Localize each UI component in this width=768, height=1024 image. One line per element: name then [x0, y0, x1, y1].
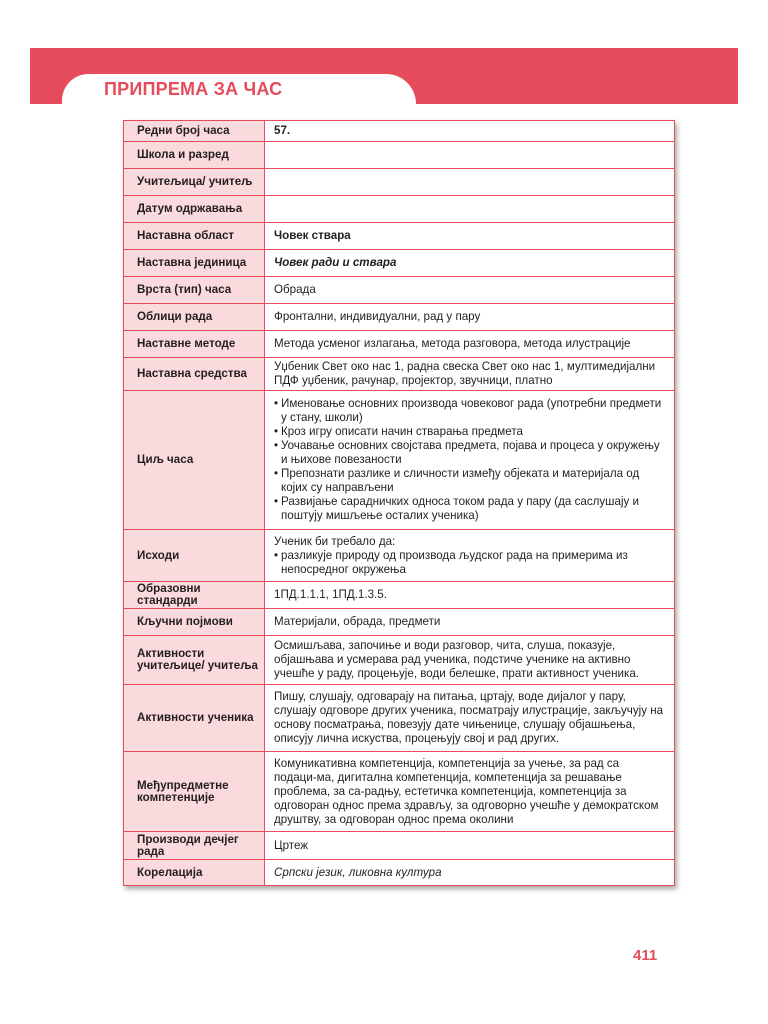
row-label: Активности учитељице/ учитеља: [124, 636, 265, 685]
list-item: • Именовање основних производа човековог рада (употребни предмети у стану, школи): [274, 397, 662, 424]
row-value: [265, 169, 675, 196]
table-row: [124, 142, 675, 169]
row-label: Наставна средства: [124, 358, 265, 391]
row-label: Образовни стандарди: [124, 582, 265, 609]
row-value: 57.: [265, 121, 675, 142]
row-label: Облици рада: [124, 304, 265, 331]
list-item: • разликује природу од производа људског рада на примерима из непосредног окружења: [274, 548, 628, 576]
list-item: • Кроз игру описати начин стварања предмета: [274, 425, 523, 438]
outcomes-intro: Ученик би требало да:: [274, 534, 396, 548]
row-value: Метода усменог излагања, метода разговора, метода илустрације: [265, 331, 675, 358]
row-value: [265, 391, 675, 530]
table-row: [124, 196, 675, 223]
row-label: Исходи: [124, 530, 265, 582]
row-value: Цртеж: [265, 832, 675, 860]
row-value: [265, 142, 675, 169]
row-value: 1ПД.1.1.1, 1ПД.1.3.5.: [265, 582, 675, 609]
row-value: Комуникативна компетенција, компетенција за учење, за рад са подаци-ма, дигитална компетенција, компетенција за решавање проблема, за са-радњу, естетичка компетенција, компетенција за одговоран однос према здрављу, за одговорно учешће у демократском друштву, за одговоран однос према околини: [265, 752, 675, 832]
row-value: Уџбеник Свет око нас 1, радна свеска Свет око нас 1, мултимедијални ПДФ уџбеник, рачунар, пројектор, звучници, платно: [265, 358, 675, 391]
row-label: Међупредметне компетенције: [124, 752, 265, 832]
row-value: Материјали, обрада, предмети: [265, 609, 675, 636]
row-label: Врста (тип) часа: [124, 277, 265, 304]
list-item: • Развијање сарадничких односа током рада у пару (да саслушају и поштују мишљење осталих ученика): [274, 495, 639, 522]
row-label: Редни број часа: [124, 121, 265, 142]
row-label: Наставна јединица: [124, 250, 265, 277]
table-row: [124, 582, 675, 609]
row-value: Српски језик, ликовна култура: [265, 860, 675, 886]
table-row: [124, 530, 675, 582]
row-value: Човек ствара: [265, 223, 675, 250]
table-row: [124, 250, 675, 277]
table-row: [124, 358, 675, 391]
table-row: [124, 636, 675, 685]
row-label: Наставна област: [124, 223, 265, 250]
table-row: [124, 121, 675, 142]
page-title: ПРИПРЕМА ЗА ЧАС: [104, 79, 283, 99]
table-row: [124, 685, 675, 752]
row-label: Учитељица/ учитељ: [124, 169, 265, 196]
row-label: Наставне методе: [124, 331, 265, 358]
row-label: Корелација: [124, 860, 265, 886]
table-row: [124, 860, 675, 886]
row-label: Активности ученика: [124, 685, 265, 752]
table-row: [124, 391, 675, 530]
table-row: [124, 331, 675, 358]
list-item: • Препознати разлике и сличности између објеката и материјала од којих су направљени: [274, 467, 640, 494]
page-number: 411: [633, 947, 658, 964]
row-value: Фронтални, индивидуални, рад у пару: [265, 304, 675, 331]
table-row: [124, 832, 675, 860]
table-row: [124, 277, 675, 304]
row-value: Пишу, слушају, одговарају на питања, цртају, воде дијалог у пару, слушају одговоре других ученика, посматрају илустрације, закључују на основу посматрања, повезују дате чињенице, слушају објашњења, описују лична искуства, процењују свој и рад других.: [265, 685, 675, 752]
table-row: [124, 304, 675, 331]
row-value: Човек ради и ствара: [265, 250, 675, 277]
lesson-plan-table: [123, 120, 675, 886]
list-item: • Уочавање основних својстава предмета, појава и процеса у окружењу и њихове повезаности: [274, 439, 660, 466]
row-value: [265, 196, 675, 223]
table-row: [124, 609, 675, 636]
row-label: Датум одржавања: [124, 196, 265, 223]
row-value: Обрада: [265, 277, 675, 304]
row-value: [265, 530, 675, 582]
table-row: [124, 752, 675, 832]
row-label: Школа и разред: [124, 142, 265, 169]
row-label: Производи дечјег рада: [124, 832, 265, 860]
row-label: Циљ часа: [124, 391, 265, 530]
row-value: Осмишљава, започиње и води разговор, чита, слуша, показује, објашњава и усмерава рад ученика, подстиче ученике на активно учешће у раду, процењује, води белешке, прати активност ученика.: [265, 636, 675, 685]
row-label: Кључни појмови: [124, 609, 265, 636]
table-row: [124, 169, 675, 196]
table-row: [124, 223, 675, 250]
